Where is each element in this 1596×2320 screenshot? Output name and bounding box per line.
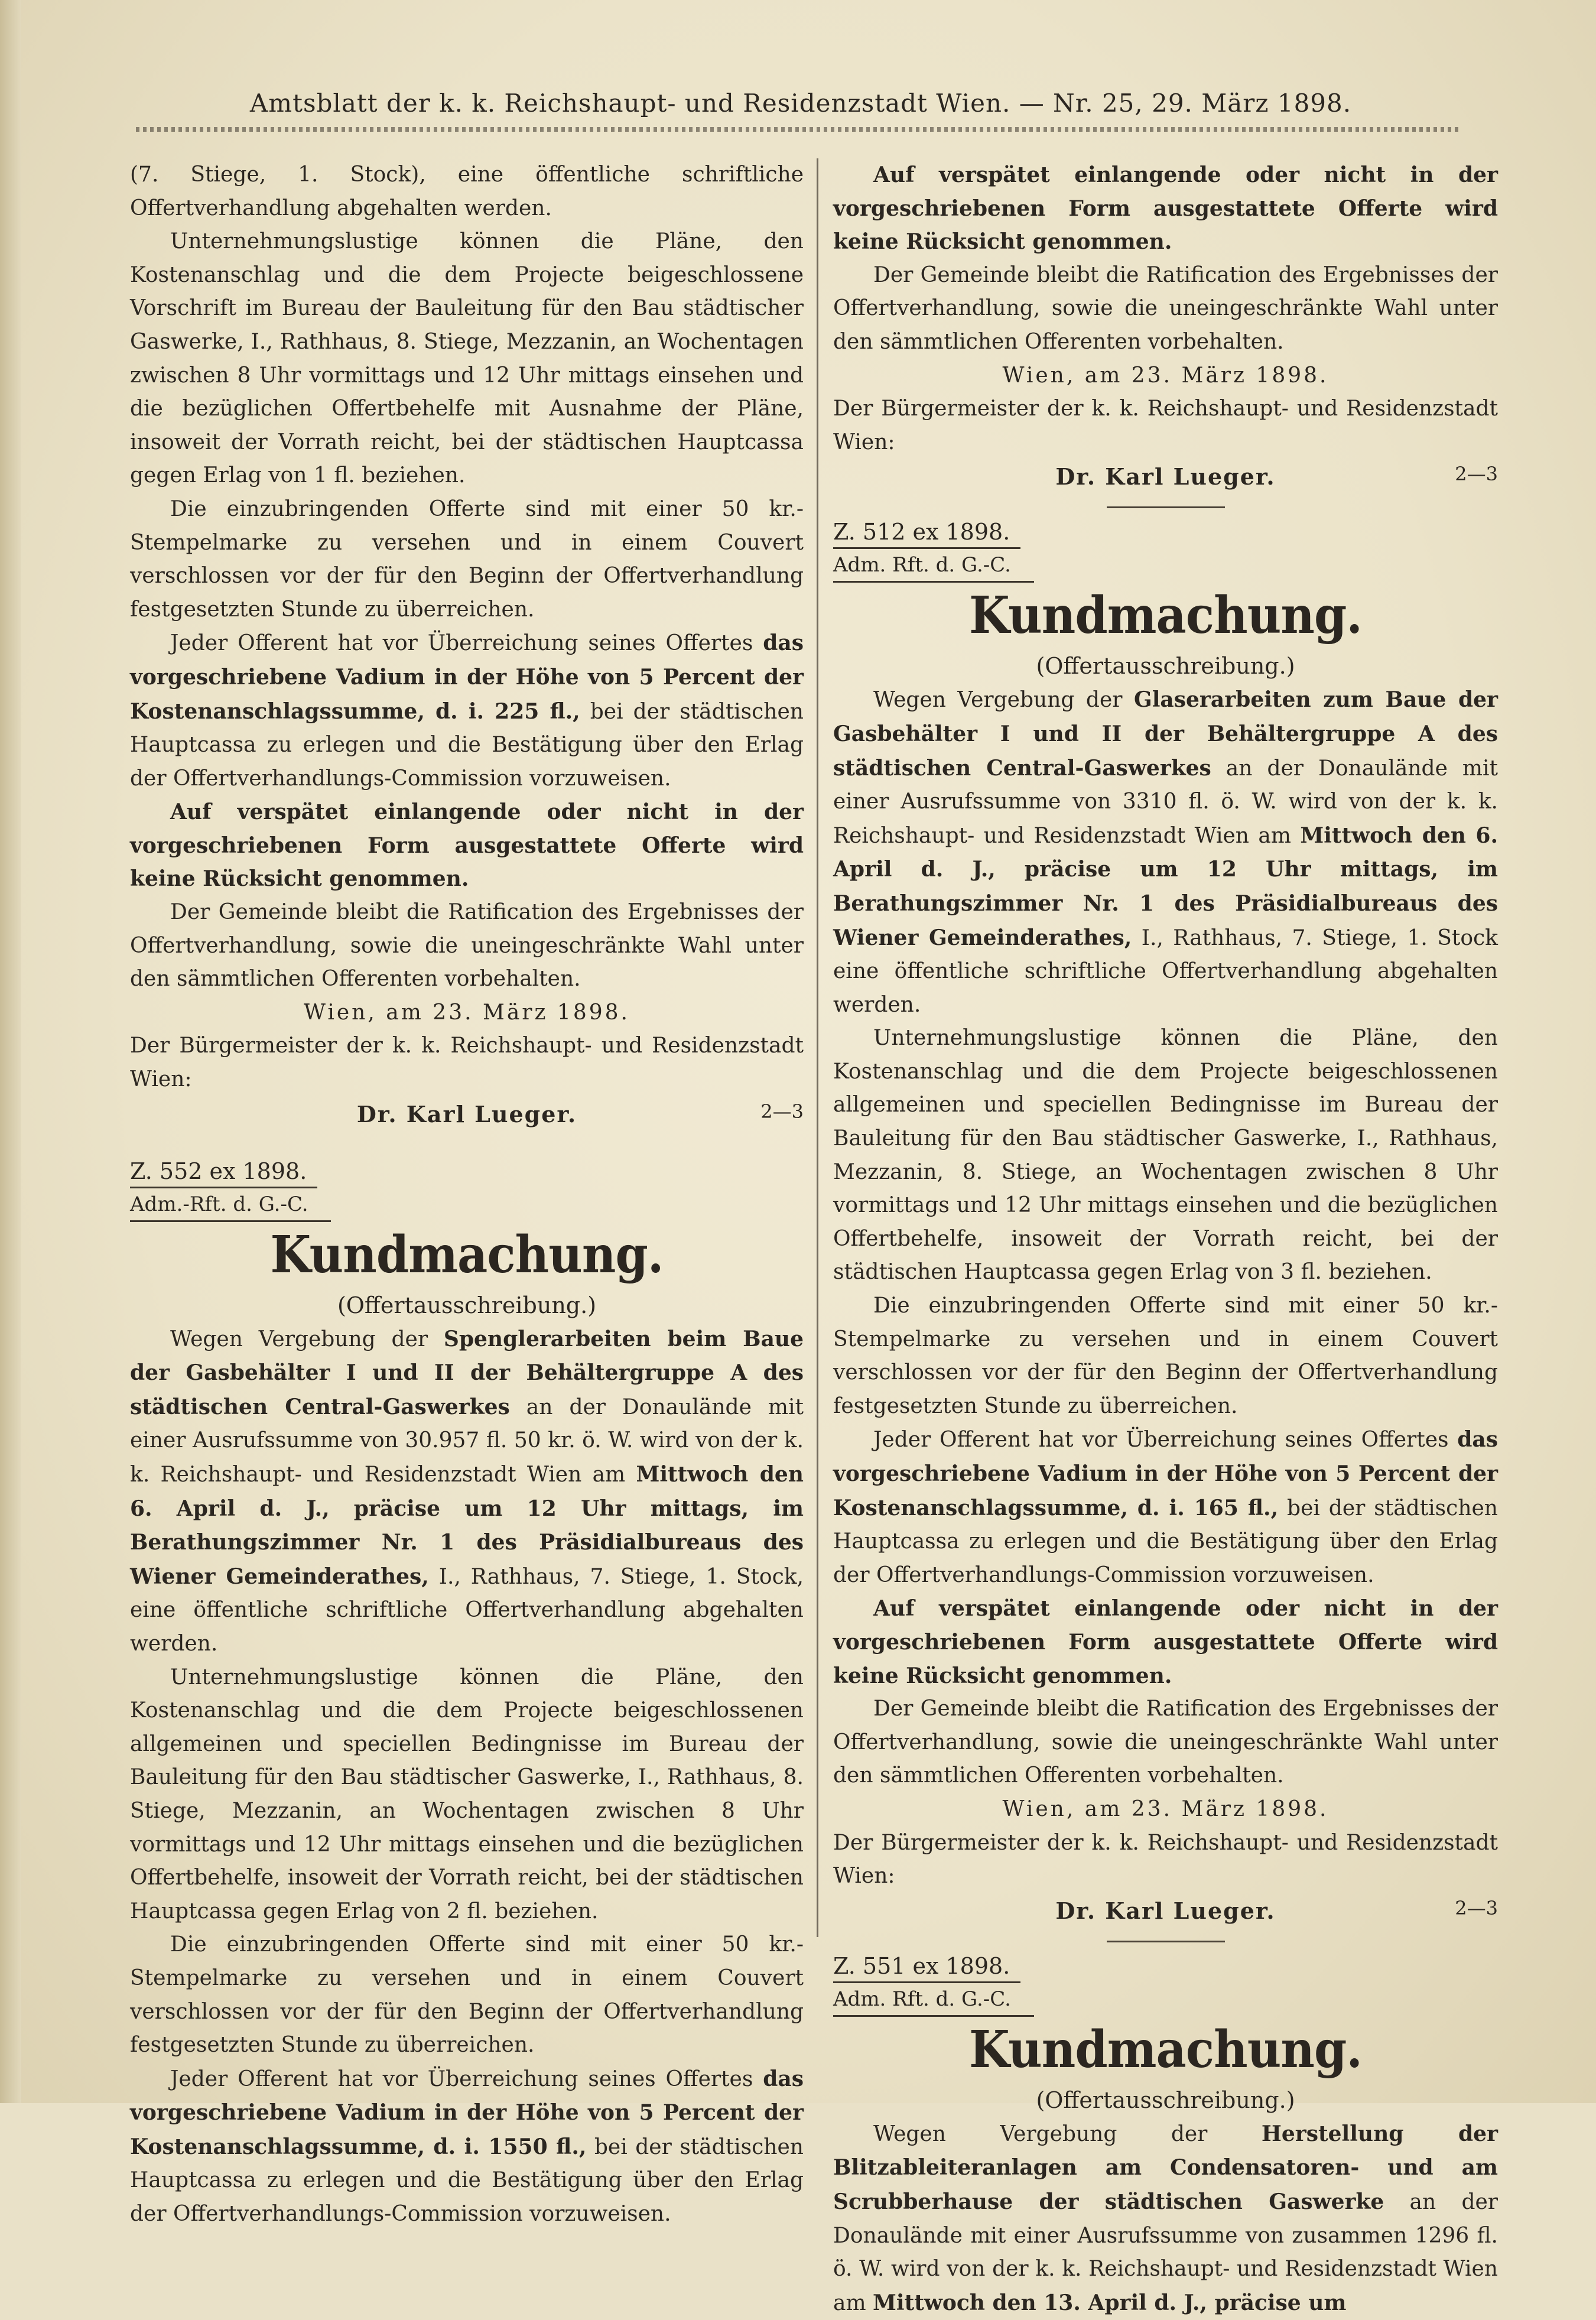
mayor-line: Der Bürgermeister der k. k. Reichshaupt- und Residenzstadt Wien:	[130, 1034, 804, 1092]
paragraph	[130, 626, 804, 795]
text-run: Jeder Offerent hat vor Überreichung seines Offertes	[170, 631, 763, 656]
notice-reference: Z. 512 ex 1898.	[833, 516, 1020, 549]
paragraph: Unternehmungslustige können die Pläne, den Kostenanschlag und die dem Projecte beigeschlossenen allgemeinen und speciellen Bedingnisse im Bureau der Bauleitung für den Bau städtischer Gaswerke, I., Rathhaus, 8. Stiege, Mezzanin, an Wochentagen zwischen 8 Uhr vormittags und 12 Uhr mittags einsehen und die bezüglichen Offertbehelfe, insoweit der Vorrath reicht, bei der städtischen Hauptcassa gegen Erlag von 2 fl. beziehen.	[130, 1665, 804, 1923]
signature-row	[833, 1893, 1498, 1929]
notice-subtitle: (Offertausschreibung.)	[1036, 2087, 1295, 2113]
paragraph: Die einzubringenden Offerte sind mit einer 50 kr.-Stempelmarke zu versehen und in einem Couvert verschlossen vor der für den Beginn der Offertverhandlung festgesetzten Stunde zu überreichen.	[833, 1294, 1498, 1418]
right-column	[833, 158, 1498, 2320]
bold-text: das vorgeschriebene Vadium in der Höhe von 5 Percent der Kostenanschlagssumme, d. i. 1550 fl.,	[130, 2066, 804, 2159]
signature: Dr. Karl Lueger.	[1055, 1897, 1276, 1924]
paragraph-bold: Auf verspätet einlangende oder nicht in der vorgeschriebenen Form ausgestattete Offerte wird keine Rücksicht genommen.	[833, 163, 1498, 255]
mayor-line: Der Bürgermeister der k. k. Reichshaupt- und Residenzstadt Wien:	[833, 397, 1498, 454]
insertion-number: 2—3	[1455, 463, 1498, 486]
text-run: Wegen Vergebung der	[873, 688, 1134, 713]
paragraph	[130, 2062, 804, 2231]
text-run: bei der städtischen Hauptcassa zu erlegen und die Bestätigung über den Erlag der Offertverhandlungs-Commission vorzuweisen.	[833, 1496, 1498, 1587]
text-run: Jeder Offerent hat vor Überreichung seines Offertes	[873, 1428, 1458, 1453]
page-edge	[0, 0, 21, 2103]
bold-text: Glaserarbeiten zum Baue der Gasbehälter I und II der Behältergruppe A des städtischen Central-Gaswerkes	[833, 687, 1498, 781]
bold-text: Spenglerarbeiten beim Baue der Gasbehälter I und II der Behältergruppe A des städtischen Central-Gaswerkes	[130, 1326, 804, 1419]
paragraph: Der Gemeinde bleibt die Ratification des Ergebnisses der Offertverhandlung, sowie die uneingeschränkte Wahl unter den sämmtlichen Offerenten vorbehalten.	[833, 262, 1498, 354]
paragraph	[833, 1423, 1498, 1592]
text-run: an der Donaulände mit einer Ausrufssumme von 3310 fl. ö. W. wird von der k. k. Reichshaupt- und Residenzstadt Wien am	[833, 756, 1498, 848]
text-run: Wegen Vergebung der	[873, 2121, 1262, 2146]
notice-subtitle: (Offertausschreibung.)	[1036, 653, 1295, 680]
signature-row	[833, 459, 1498, 495]
text-run: Wegen Vergebung der	[170, 1327, 444, 1351]
paragraph	[833, 683, 1498, 1022]
notice-title: Kundmachung.	[969, 586, 1362, 646]
paragraph-bold: Auf verspätet einlangende oder nicht in der vorgeschriebenen Form ausgestattete Offerte wird keine Rücksicht genommen.	[130, 800, 804, 892]
text-run: bei der städtischen Hauptcassa zu erlegen und die Bestätigung über den Erlag der Offertverhandlungs-Commission vorzuweisen.	[130, 699, 804, 791]
text-run: bei der städtischen Hauptcassa zu erlegen und die Bestätigung über den Erlag der Offertverhandlungs-Commission vorzuweisen.	[130, 2134, 804, 2227]
separator-rule	[1107, 506, 1225, 508]
paragraph: Der Gemeinde bleibt die Ratification des Ergebnisses der Offertverhandlung, sowie die uneingeschränkte Wahl unter den sämmtlichen Offerenten vorbehalten.	[130, 900, 804, 992]
page-header: Amtsblatt der k. k. Reichshaupt- und Residenzstadt Wien. — Nr. 25, 29. März 1898.	[249, 89, 1352, 118]
paragraph-bold: Auf verspätet einlangende oder nicht in der vorgeschriebenen Form ausgestattete Offerte wird keine Rücksicht genommen.	[833, 1596, 1498, 1688]
bold-text: Mittwoch den 6. April d. J., präcise um 12 Uhr mittags, im Berathungszimmer Nr. 1 des Präsidialbureaus des Wiener Gemeinderathes,	[130, 1462, 804, 1589]
paragraph: Unternehmungslustige können die Pläne, den Kostenanschlag und die dem Projecte beigeschlossene Vorschrift im Bureau der Bauleitung für den Bau städtischer Gaswerke, I., Rathhaus, 8. Stiege, Mezzanin, an Wochentagen zwischen 8 Uhr vormittags und 12 Uhr mittags einsehen und die bezüglichen Offertbehelfe mit Ausnahme der Pläne, insoweit der Vorrath reicht, bei der städtischen Hauptcassa gegen Erlag von 1 fl. beziehen.	[130, 229, 804, 488]
bold-text: Herstellung der Blitzableiteranlagen am Condensatoren- und am Scrubberhause der städtischen Gaswerke	[833, 2121, 1499, 2214]
text-run: an der Donaulände mit einer Ausrufssumme von 30.957 fl. 50 kr. ö. W. wird von der k. k. Reichshaupt- und Residenzstadt Wien am	[130, 1395, 804, 1487]
notice-title: Kundmachung.	[270, 1224, 664, 1285]
column-divider	[817, 158, 818, 1937]
paragraph	[833, 2117, 1498, 2320]
paragraph: Unternehmungslustige können die Pläne, den Kostenanschlag und die dem Projecte beigeschlossenen allgemeinen und speciellen Bedingnisse im Bureau der Bauleitung für den Bau städtischer Gaswerke, I., Rathhaus, Mezzanin, 8. Stiege, an Wochentagen zwischen 8 Uhr vormittags und 12 Uhr mittags einsehen und die bezüglichen Offertbehelfe, insoweit der Vorrath reicht, bei der städtischen Hauptcassa gegen Erlag von 3 fl. beziehen.	[833, 1026, 1498, 1285]
place-date: Wien, am 23. März 1898.	[303, 1000, 630, 1025]
separator-rule	[1107, 1941, 1225, 1942]
bold-text: das vorgeschriebene Vadium in der Höhe von 5 Percent der Kostenanschlagssumme, d. i. 165 fl.,	[833, 1427, 1498, 1520]
notice-subtitle: (Offertausschreibung.)	[337, 1292, 597, 1318]
paragraph: Die einzubringenden Offerte sind mit einer 50 kr.-Stempelmarke zu versehen und in einem Couvert verschlossen vor der für den Beginn der Offertverhandlung festgesetzten Stunde zu überreichen.	[130, 496, 804, 622]
insertion-number: 2—3	[760, 1100, 804, 1123]
paragraph: (7. Stiege, 1. Stock), eine öffentliche schriftliche Offertverhandlung abgehalten werden.	[130, 163, 804, 220]
bold-text: Mittwoch den 13. April d. J., präcise um	[873, 2290, 1347, 2315]
place-date: Wien, am 23. März 1898.	[1002, 363, 1329, 388]
notice-reference: Z. 552 ex 1898.	[130, 1156, 317, 1188]
insertion-number: 2—3	[1455, 1896, 1498, 1919]
paragraph	[130, 1323, 804, 1661]
paragraph: Die einzubringenden Offerte sind mit einer 50 kr.-Stempelmarke zu versehen und in einem Couvert verschlossen vor der für den Beginn der Offertverhandlung festgesetzten Stunde zu überreichen.	[130, 1932, 804, 2058]
notice-office: Adm. Rft. d. G.-C.	[833, 549, 1034, 583]
signature: Dr. Karl Lueger.	[356, 1100, 577, 1127]
header-rule	[136, 127, 1460, 132]
bold-text: Mittwoch den 6. April d. J., präcise um 12 Uhr mittags, im Berathungszimmer Nr. 1 des Präsidialbureaus des Wiener Gemeinderathes,	[833, 823, 1498, 950]
place-date: Wien, am 23. März 1898.	[1002, 1796, 1329, 1821]
signature: Dr. Karl Lueger.	[1055, 463, 1276, 490]
bold-text: das vorgeschriebene Vadium in der Höhe von 5 Percent der Kostenanschlagssumme, d. i. 225 fl.,	[130, 631, 804, 724]
text-run: I., Rathhaus, 7. Stiege, 1. Stock, eine öffentliche schriftliche Offertverhandlung abgehalten werden.	[130, 1564, 804, 1656]
notice-office: Adm. Rft. d. G.-C.	[833, 1983, 1034, 2017]
paragraph: Der Gemeinde bleibt die Ratification des Ergebnisses der Offertverhandlung, sowie die uneingeschränkte Wahl unter den sämmtlichen Offerenten vorbehalten.	[833, 1697, 1498, 1788]
text-run: an der Donaulände mit einer Ausrufssumme von zusammen 1296 fl. ö. W. wird von der k. k. Reichshaupt- und Residenzstadt Wien am	[833, 2189, 1499, 2315]
notice-reference: Z. 551 ex 1898.	[833, 1951, 1020, 1983]
text-run: I., Rathhaus, 7. Stiege, 1. Stock eine öffentliche schriftliche Offertverhandlung abgehalten werden.	[833, 925, 1498, 1017]
mayor-line: Der Bürgermeister der k. k. Reichshaupt- und Residenzstadt Wien:	[833, 1830, 1498, 1889]
text-run: Jeder Offerent hat vor Überreichung seines Offertes	[170, 2066, 763, 2091]
signature-row	[130, 1097, 804, 1132]
notice-office: Adm.-Rft. d. G.-C.	[130, 1188, 331, 1222]
notice-title: Kundmachung.	[969, 2019, 1362, 2079]
left-column	[130, 158, 804, 2231]
